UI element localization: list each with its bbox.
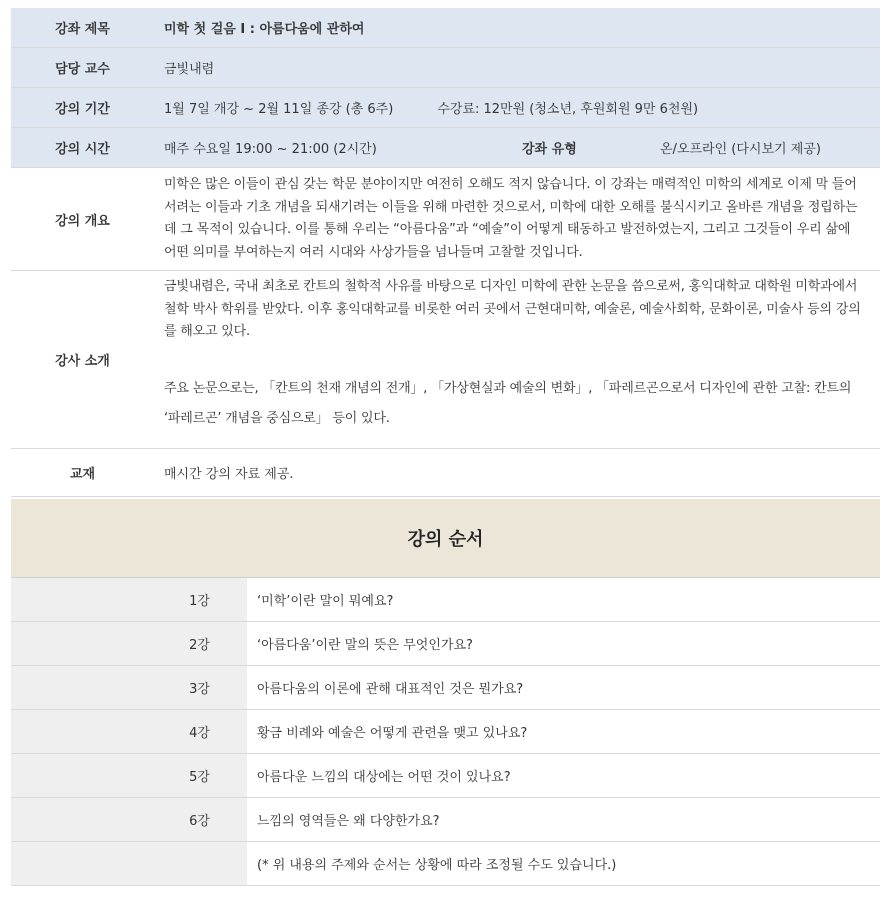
time-value: 매주 수요일 19:00 ~ 21:00 (2시간)	[164, 142, 377, 157]
instructor-label: 강사 소개	[11, 271, 154, 449]
lecture-number: 5강	[11, 753, 247, 797]
lecture-number: 4강	[11, 709, 247, 753]
lecture-topic: 느낌의 영역들은 왜 다양한가요?	[247, 797, 880, 841]
lecture-order-table	[11, 577, 880, 886]
textbook-label: 교재	[11, 448, 154, 496]
row-time	[11, 128, 880, 168]
lecture-order-title: 강의 순서	[11, 499, 880, 577]
course-info-page	[11, 8, 880, 886]
lecture-row	[11, 577, 880, 621]
type-value: 온/오프라인 (다시보기 제공)	[660, 142, 821, 157]
row-professor	[11, 48, 880, 88]
lecture-row	[11, 797, 880, 841]
lecture-row	[11, 753, 880, 797]
instructor-bio: 금빛내렴은, 국내 최초로 칸트의 철학적 사유를 바탕으로 디자인 미학에 관한 논문을 씀으로써, 홍익대학교 대학원 미학과에서 철학 박사 학위를 받았다. 이후 홍익대학교를 비롯한 여러 곳에서 근현대미학, 예술론, 예술사회학, 문화이론, 미술사 등의 강의를 해오고 있다.	[164, 279, 861, 339]
lecture-topic: 아름다운 느낌의 대상에는 어떤 것이 있나요?	[247, 753, 880, 797]
period-label: 강의 기간	[11, 88, 154, 128]
period-value: 1월 7일 개강 ~ 2월 11일 종강 (총 6주)	[164, 102, 394, 117]
lecture-row	[11, 665, 880, 709]
lecture-number: 3강	[11, 665, 247, 709]
instructor-papers: 주요 논문으로는, 「칸트의 천재 개념의 전개」, 「가상현실과 예술의 변화」, 「파레르곤으로서 디자인에 관한 고찰: 칸트의 ‘파레르곤’ 개념을 중심으로」 등이 있다.	[164, 380, 852, 426]
period-cell	[154, 88, 880, 128]
row-textbook	[11, 448, 880, 496]
professor-label: 담당 교수	[11, 48, 154, 88]
instructor-cell	[154, 271, 880, 449]
lecture-number: 6강	[11, 797, 247, 841]
row-instructor	[11, 271, 880, 449]
row-period	[11, 88, 880, 128]
overview-cell	[154, 168, 880, 271]
lecture-number: 2강	[11, 621, 247, 665]
lecture-topic: 황금 비례와 예술은 어떻게 관련을 맺고 있나요?	[247, 709, 880, 753]
lecture-row	[11, 709, 880, 753]
fee-value: 수강료: 12만원 (청소년, 후원회원 9만 6천원)	[437, 102, 699, 117]
course-title: 미학 첫 걸음 I : 아름다움에 관하여	[154, 8, 880, 48]
lecture-number: 1강	[11, 577, 247, 621]
lecture-topic: ‘아름다움’이란 말의 뜻은 무엇인가요?	[247, 621, 880, 665]
time-label: 강의 시간	[11, 128, 154, 168]
course-info-table	[11, 8, 880, 497]
row-course-title	[11, 8, 880, 48]
overview-text: 미학은 많은 이들이 관심 갖는 학문 분야이지만 여전히 오해도 적지 않습니다. 이 강좌는 매력적인 미학의 세계로 이제 막 들어서려는 이들과 기초 개념을 되새기려는 이들을 위해 마련한 것으로서, 미학에 대한 오해를 불식시키고 올바른 개념을 정립하는 데 그 목적이 있습니다. 이를 통해 우리는 “아름다움”과 “예술”이 어떻게 태동하고 발전하였는지, 그리고 그것들이 우리 삶에 어떤 의미를 부여하는지 여러 시대와 사상가들을 넘나들며 고찰할 것입니다.	[164, 177, 858, 260]
lecture-note: (* 위 내용의 주제와 순서는 상황에 따라 조정될 수도 있습니다.)	[247, 841, 880, 885]
lecture-topic: ‘미학’이란 말이 뭐예요?	[247, 577, 880, 621]
lecture-row	[11, 621, 880, 665]
row-overview	[11, 168, 880, 271]
lecture-note-row	[11, 841, 880, 885]
textbook-value: 매시간 강의 자료 제공.	[154, 448, 880, 496]
time-cell	[154, 128, 880, 168]
overview-label: 강의 개요	[11, 168, 154, 271]
professor-name: 금빛내렴	[154, 48, 880, 88]
lecture-number-empty	[11, 841, 247, 885]
lecture-topic: 아름다움의 이론에 관해 대표적인 것은 뭔가요?	[247, 665, 880, 709]
type-label: 강좌 유형	[522, 142, 577, 157]
course-title-label: 강좌 제목	[11, 8, 154, 48]
